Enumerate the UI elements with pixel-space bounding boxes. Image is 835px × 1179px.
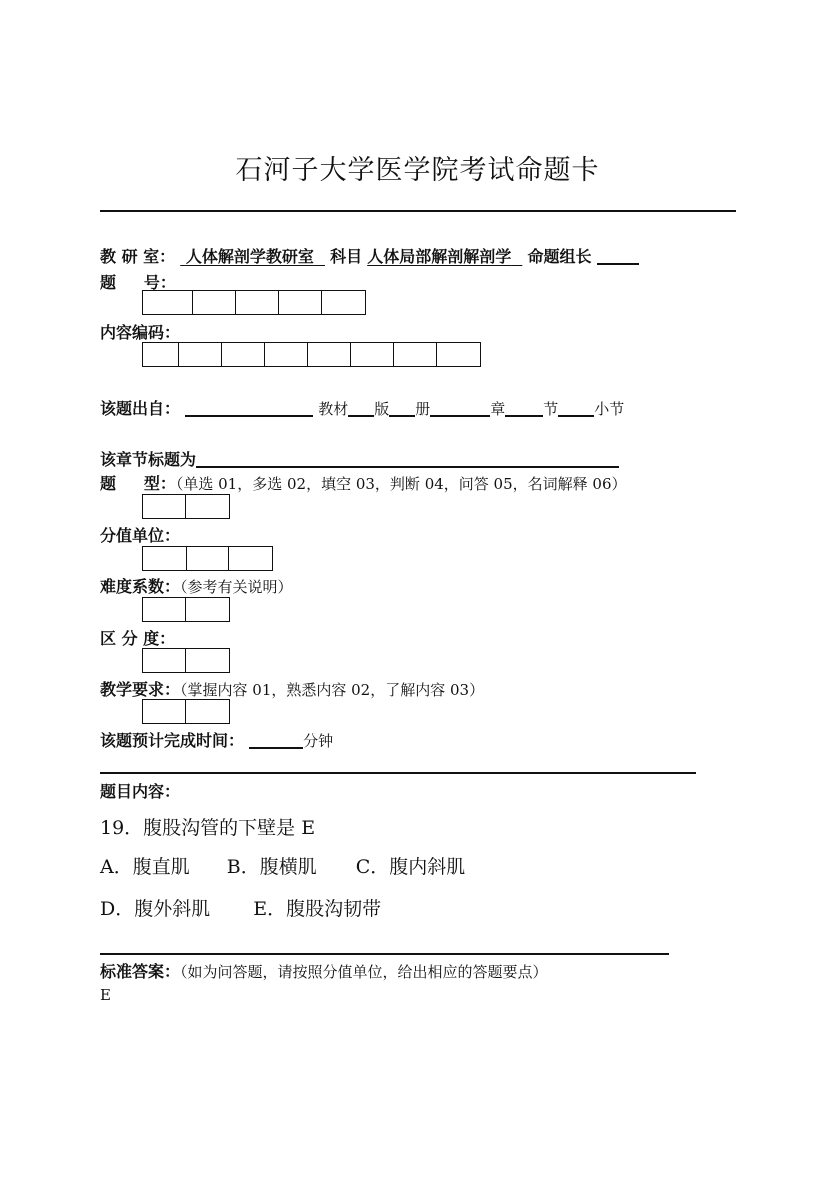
question-text: 19．腹股沟管的下壁是 E xyxy=(100,817,316,839)
source-textbook: 教材 xyxy=(318,400,349,418)
subject-value: 人体局部解剖解剖学 xyxy=(367,247,512,266)
score-label: 分值单位： xyxy=(100,526,181,545)
chapter-blank[interactable] xyxy=(430,399,490,417)
discrimination-label: 区 分 度： xyxy=(100,629,176,648)
type-line xyxy=(100,471,627,494)
answer-divider xyxy=(100,953,669,955)
teaching-label: 教学要求： xyxy=(100,680,181,699)
difficulty-line xyxy=(100,574,293,597)
score-boxes[interactable] xyxy=(142,546,273,571)
answer-value: E xyxy=(100,986,111,1004)
difficulty-label: 难度系数： xyxy=(100,577,181,596)
edition-blank[interactable] xyxy=(348,399,374,417)
source-edition: 版 xyxy=(374,400,390,418)
question-no-label: 题 号： xyxy=(100,273,176,292)
time-line xyxy=(100,728,333,751)
source-line xyxy=(100,396,624,419)
subsection-blank[interactable] xyxy=(558,399,594,417)
source-label: 该题出自： xyxy=(100,399,181,418)
options-line-1 xyxy=(100,852,465,879)
content-code-label: 内容编码： xyxy=(100,323,181,342)
chapter-title-label: 该章节标题为 xyxy=(100,450,197,469)
difficulty-note: （参考有关说明） xyxy=(180,578,293,596)
content-divider xyxy=(100,772,696,774)
content-label: 题目内容： xyxy=(100,782,181,801)
dept-label: 教 研 室： xyxy=(100,247,176,266)
option-a: A．腹直肌 xyxy=(100,856,190,878)
discrimination-boxes[interactable] xyxy=(142,648,230,673)
time-label: 该题预计完成时间： xyxy=(100,731,245,750)
leader-label: 命题组长 xyxy=(527,247,592,266)
time-unit: 分钟 xyxy=(303,732,334,750)
source-blank[interactable] xyxy=(185,399,313,417)
subject-label: 科目 xyxy=(330,247,363,266)
leader-blank[interactable] xyxy=(597,247,639,265)
chapter-title-blank[interactable] xyxy=(196,450,619,468)
option-e: E．腹股沟韧带 xyxy=(253,898,382,920)
options-line-2 xyxy=(100,894,381,921)
dept-value: 人体解剖学教研室 xyxy=(185,247,314,266)
content-code-boxes[interactable] xyxy=(142,342,481,367)
teaching-line xyxy=(100,677,484,700)
source-section: 节 xyxy=(543,400,559,418)
answer-label: 标准答案： xyxy=(100,962,181,981)
option-c: C．腹内斜肌 xyxy=(355,856,466,878)
source-chapter: 章 xyxy=(490,400,506,418)
section-blank[interactable] xyxy=(505,399,543,417)
question-no-boxes[interactable] xyxy=(142,290,366,315)
time-blank[interactable] xyxy=(249,731,303,749)
option-d: D．腹外斜肌 xyxy=(100,898,211,920)
page-title: 石河子大学医学院考试命题卡 xyxy=(235,155,600,186)
option-b: B．腹横肌 xyxy=(226,856,317,878)
teaching-boxes[interactable] xyxy=(142,699,230,724)
volume-blank[interactable] xyxy=(389,399,415,417)
teaching-note: （掌握内容 01，熟悉内容 02，了解内容 03） xyxy=(180,681,485,699)
source-subsection: 小节 xyxy=(594,400,625,418)
type-label: 题 型： xyxy=(100,474,176,493)
answer-note: （如为问答题，请按照分值单位，给出相应的答题要点） xyxy=(180,963,548,981)
type-note: （单选 01，多选 02，填空 03，判断 04，问答 05，名词解释 06） xyxy=(175,475,627,493)
chapter-title-line xyxy=(100,447,619,470)
source-volume: 册 xyxy=(415,400,431,418)
answer-line xyxy=(100,959,548,982)
difficulty-boxes[interactable] xyxy=(142,597,230,622)
type-boxes[interactable] xyxy=(142,494,230,519)
title-divider xyxy=(100,210,736,212)
header-line xyxy=(100,244,639,267)
